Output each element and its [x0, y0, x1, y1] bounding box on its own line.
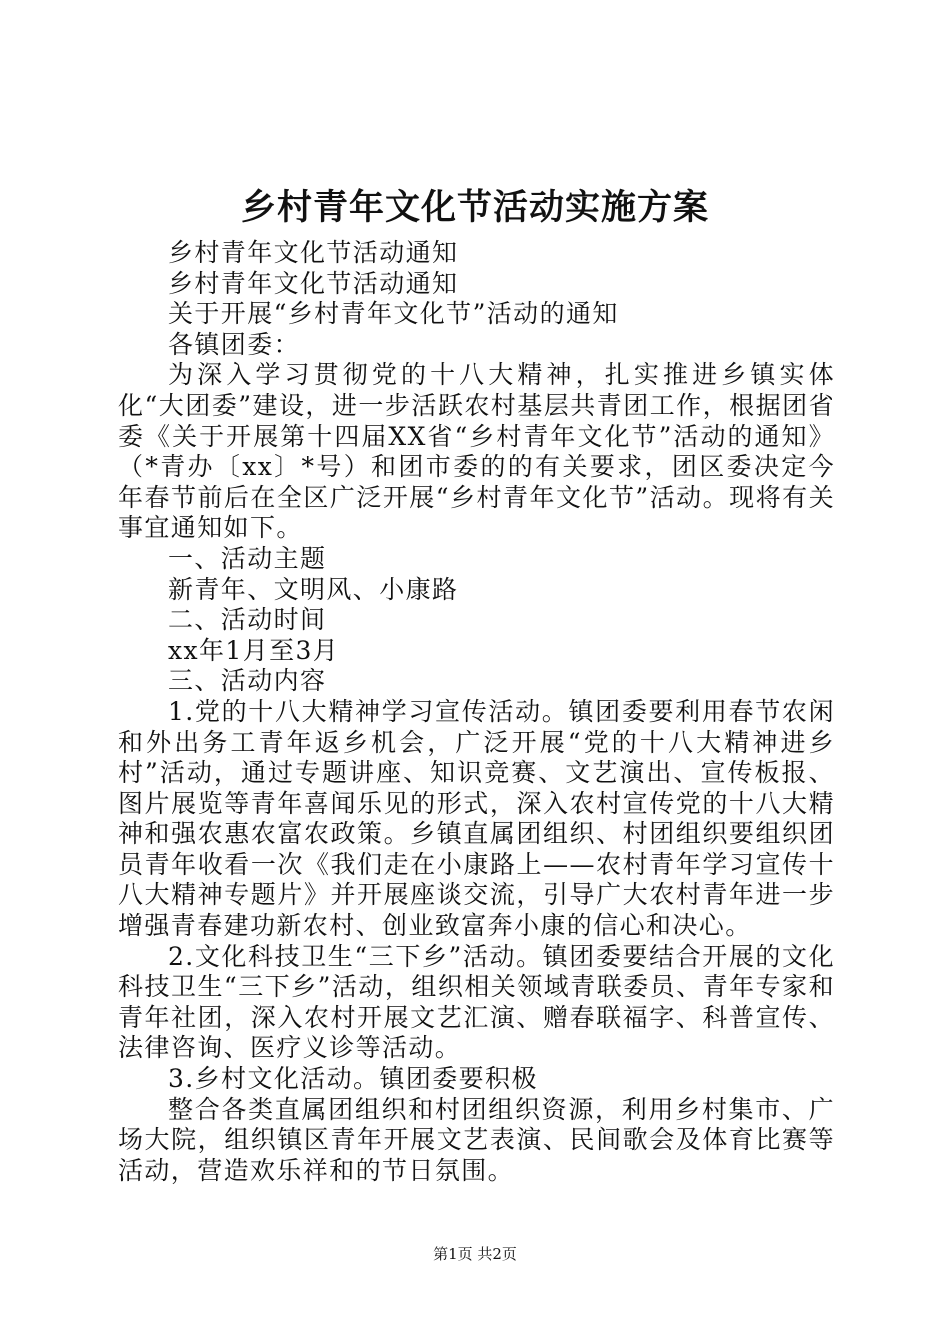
paragraph-content-item-1: 1.党的十八大精神学习宣传活动。镇团委要利用春节农闲和外出务工青年返乡机会，广泛开展“党的十八大精神进乡村”活动，通过专题讲座、知识竞赛、文艺演出、宣传板报、图片展览等青年喜闻乐见的形式，深入农村宣传党的十八大精神和强农惠农富农政策。乡镇直属团组织、村团组织要组织团员青年收看一次《我们走在小康路上——农村青年学习宣传十八大精神专题片》并开展座谈交流，引导广大农村青年进一步增强青春建功新农村、创业致富奔小康的信心和决心。	[118, 696, 835, 941]
paragraph-notice-heading-2: 乡村青年文化节活动通知	[168, 268, 459, 298]
section-heading-time: 二、活动时间	[168, 605, 327, 635]
document-body	[118, 238, 835, 1186]
paragraph-time: xx年1月至3月	[168, 635, 340, 665]
paragraph-introduction: 为深入学习贯彻党的十八大精神，扎实推进乡镇实体化“大团委”建设，进一步活跃农村基层共青团工作，根据团省委《关于开展第十四届XX省“乡村青年文化节”活动的通知》（*青办〔xx〕*号）和团市委的的有关要求，团区委决定今年春节前后在全区广泛开展“乡村青年文化节”活动。现将有关事宜通知如下。	[118, 360, 835, 543]
paragraph-salutation: 各镇团委：	[168, 329, 301, 359]
section-heading-theme: 一、活动主题	[168, 543, 327, 573]
paragraph-notice-title: 关于开展“乡村青年文化节”活动的通知	[168, 299, 619, 329]
document-title: 乡村青年文化节活动实施方案	[240, 187, 709, 228]
paragraph-content-item-2: 2.文化科技卫生“三下乡”活动。镇团委要结合开展的文化科技卫生“三下乡”活动，组织相关领域青联委员、青年专家和青年社团，深入农村开展文艺汇演、赠春联福字、科普宣传、法律咨询、医疗义诊等活动。	[118, 941, 835, 1063]
paragraph-theme: 新青年、文明风、小康路	[168, 574, 459, 604]
section-heading-content: 三、活动内容	[168, 666, 327, 696]
paragraph-content-item-3-continued: 整合各类直属团组织和村团组织资源，利用乡村集市、广场大院，组织镇区青年开展文艺表演、民间歌会及体育比赛等活动，营造欢乐祥和的节日氛围。	[118, 1094, 835, 1185]
paragraph-notice-heading-1: 乡村青年文化节活动通知	[168, 238, 459, 267]
paragraph-content-item-3: 3.乡村文化活动。镇团委要积极	[168, 1064, 538, 1094]
page-footer: 第1页 共2页	[433, 1245, 517, 1263]
